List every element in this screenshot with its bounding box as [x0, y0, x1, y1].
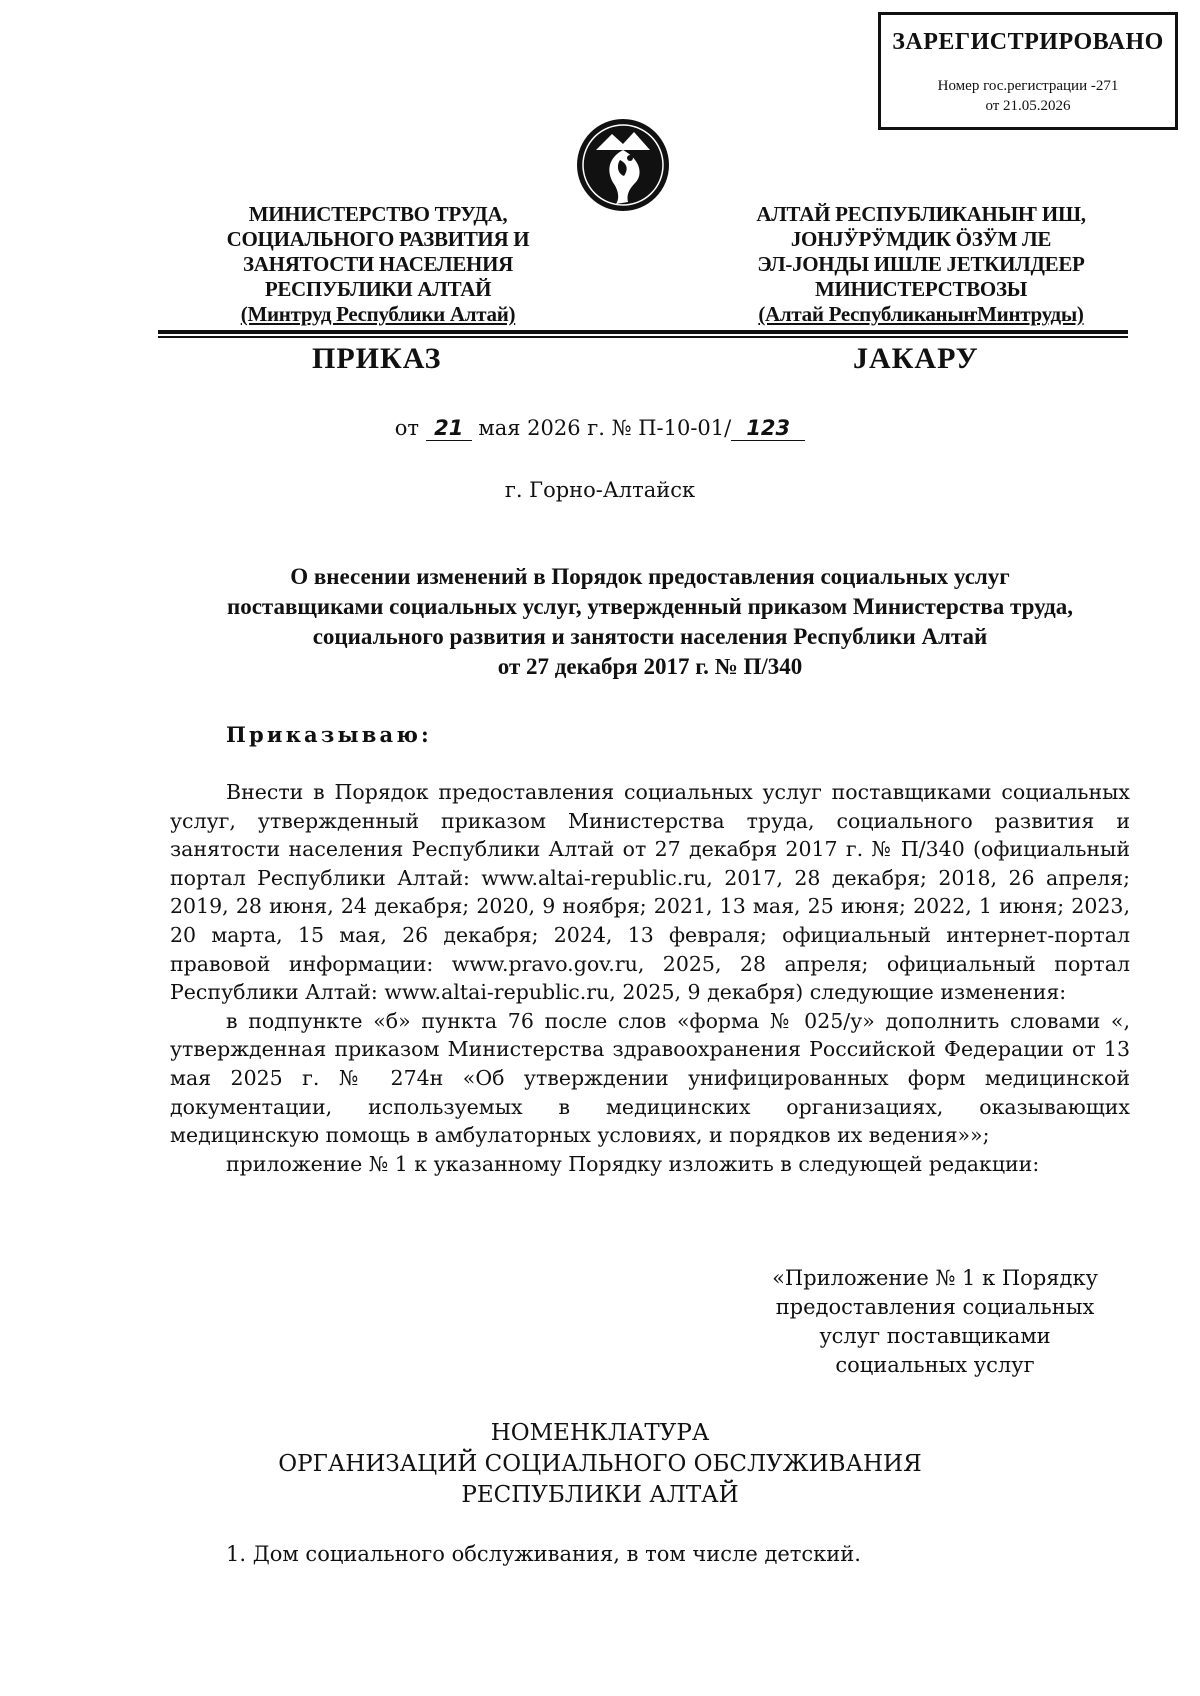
order-title [170, 562, 1130, 682]
header-divider [158, 330, 1128, 334]
ministry-line: СОЦИАЛЬНОГО РАЗВИТИЯ И [226, 227, 530, 251]
header-divider-thin [158, 336, 1128, 338]
ministry-line: МИНИСТЕРСТВОЗЫ [814, 277, 1028, 301]
annex-line: услуг поставщиками [819, 1324, 1051, 1348]
nomenclature-line: НОМЕНКЛАТУРА [490, 1420, 710, 1446]
doc-type-altai: ЈАКАРУ [853, 342, 979, 375]
body-paragraph: в подпункте «б» пункта 76 после слов «форма № 025/у» дополнить словами «, утвержденная приказом Министерства здравоохранения Российской Федерации от 13 мая 2025 г. № 274н «Об утверждении унифицированных форм медицинской документации, используемых в медицинских организациях, оказывающих медицинскую помощь в амбулаторных условиях, и порядков их ведения»»; [170, 1008, 1130, 1148]
ministry-short-name: (Минтруд Республики Алтай) [240, 302, 516, 326]
stamp-reg-date: от 21.05.2026 [985, 98, 1071, 114]
handwritten-order-number: 123 [731, 416, 805, 441]
order-date-number [0, 416, 1200, 441]
ministry-short-name: (Алтай РеспубликаныҥМинтруды) [758, 302, 1084, 326]
title-line: поставщиками социальных услуг, утвержденный приказом Министерства труда, [226, 594, 1074, 619]
body-paragraph: приложение № 1 к указанному Порядку изложить в следующей редакции: [226, 1151, 1040, 1176]
annex-line: «Приложение № 1 к Порядку [772, 1266, 1098, 1290]
body-paragraph: Внести в Порядок предоставления социальных услуг поставщиками социальных услуг, утвержденный приказом Министерства труда, социального развития и занятости населения Республики Алтай от 27 декабря 2017 г. № П/340 (официальный портал Республики Алтай: www.altai-republic.ru, 2017, 28 декабря; 2018, 26 апреля; 2019, 28 июня, 24 декабря; 2020, 9 ноября; 2021, 13 мая, 25 июня; 2022, 1 июня; 2023, 20 марта, 15 мая, 26 декабря; 2024, 13 февраля; официальный интернет-портал правовой информации: www.pravo.gov.ru, 2025, 28 апреля; официальный портал Республики Алтай: www.altai-republic.ru, 2025, 9 декабря) следующие изменения: [170, 780, 1130, 1005]
nomenclature-heading [0, 1418, 1200, 1511]
annex-reference [770, 1264, 1100, 1380]
annex-line: социальных услуг [835, 1353, 1035, 1377]
ministry-name-altai [706, 202, 1136, 327]
ministry-line: ЗАНЯТОСТИ НАСЕЛЕНИЯ [243, 252, 513, 276]
ministry-line: ЭЛ-ЈОНДЫ ИШЛЕ ЈЕТКИЛДЕЕР [757, 252, 1085, 276]
annex-line: предоставления социальных [775, 1295, 1095, 1319]
registration-stamp [878, 12, 1178, 130]
ministry-line: ЈОНЈӰРӰМДИК ӦЗӰМ ЛЕ [790, 227, 1052, 251]
title-line: социального развития и занятости населения Республики Алтай [312, 624, 988, 649]
doc-type-russian: ПРИКАЗ [312, 342, 442, 375]
city-line: г. Горно-Алтайск [504, 478, 696, 502]
ministry-line: МИНИСТЕРСТВО ТРУДА, [248, 202, 508, 226]
ministry-name-russian [168, 202, 588, 327]
list-item: 1. Дом социального обслуживания, в том числе детский. [226, 1542, 861, 1566]
nomenclature-line: ОРГАНИЗАЦИЙ СОЦИАЛЬНОГО ОБСЛУЖИВАНИЯ [278, 1451, 922, 1477]
stamp-reg-number: Номер гос.регистрации -271 [937, 78, 1119, 94]
date-prefix: от [394, 416, 420, 440]
ministry-line: РЕСПУБЛИКИ АЛТАЙ [264, 277, 492, 301]
title-line: от 27 декабря 2017 г. № П/340 [497, 654, 803, 679]
title-line: О внесении изменений в Порядок предоставления социальных услуг [290, 564, 1010, 589]
nomenclature-line: РЕСПУБЛИКИ АЛТАЙ [461, 1482, 739, 1508]
ministry-line: АЛТАЙ РЕСПУБЛИКАНЫҤ ИШ, [756, 202, 1086, 226]
stamp-title: ЗАРЕГИСТРИРОВАНО [892, 29, 1164, 55]
handwritten-day: 21 [426, 416, 472, 441]
order-body [170, 778, 1130, 1178]
date-middle: мая 2026 г. № П-10-01/ [478, 416, 732, 440]
order-directive: Приказываю: [226, 722, 432, 747]
